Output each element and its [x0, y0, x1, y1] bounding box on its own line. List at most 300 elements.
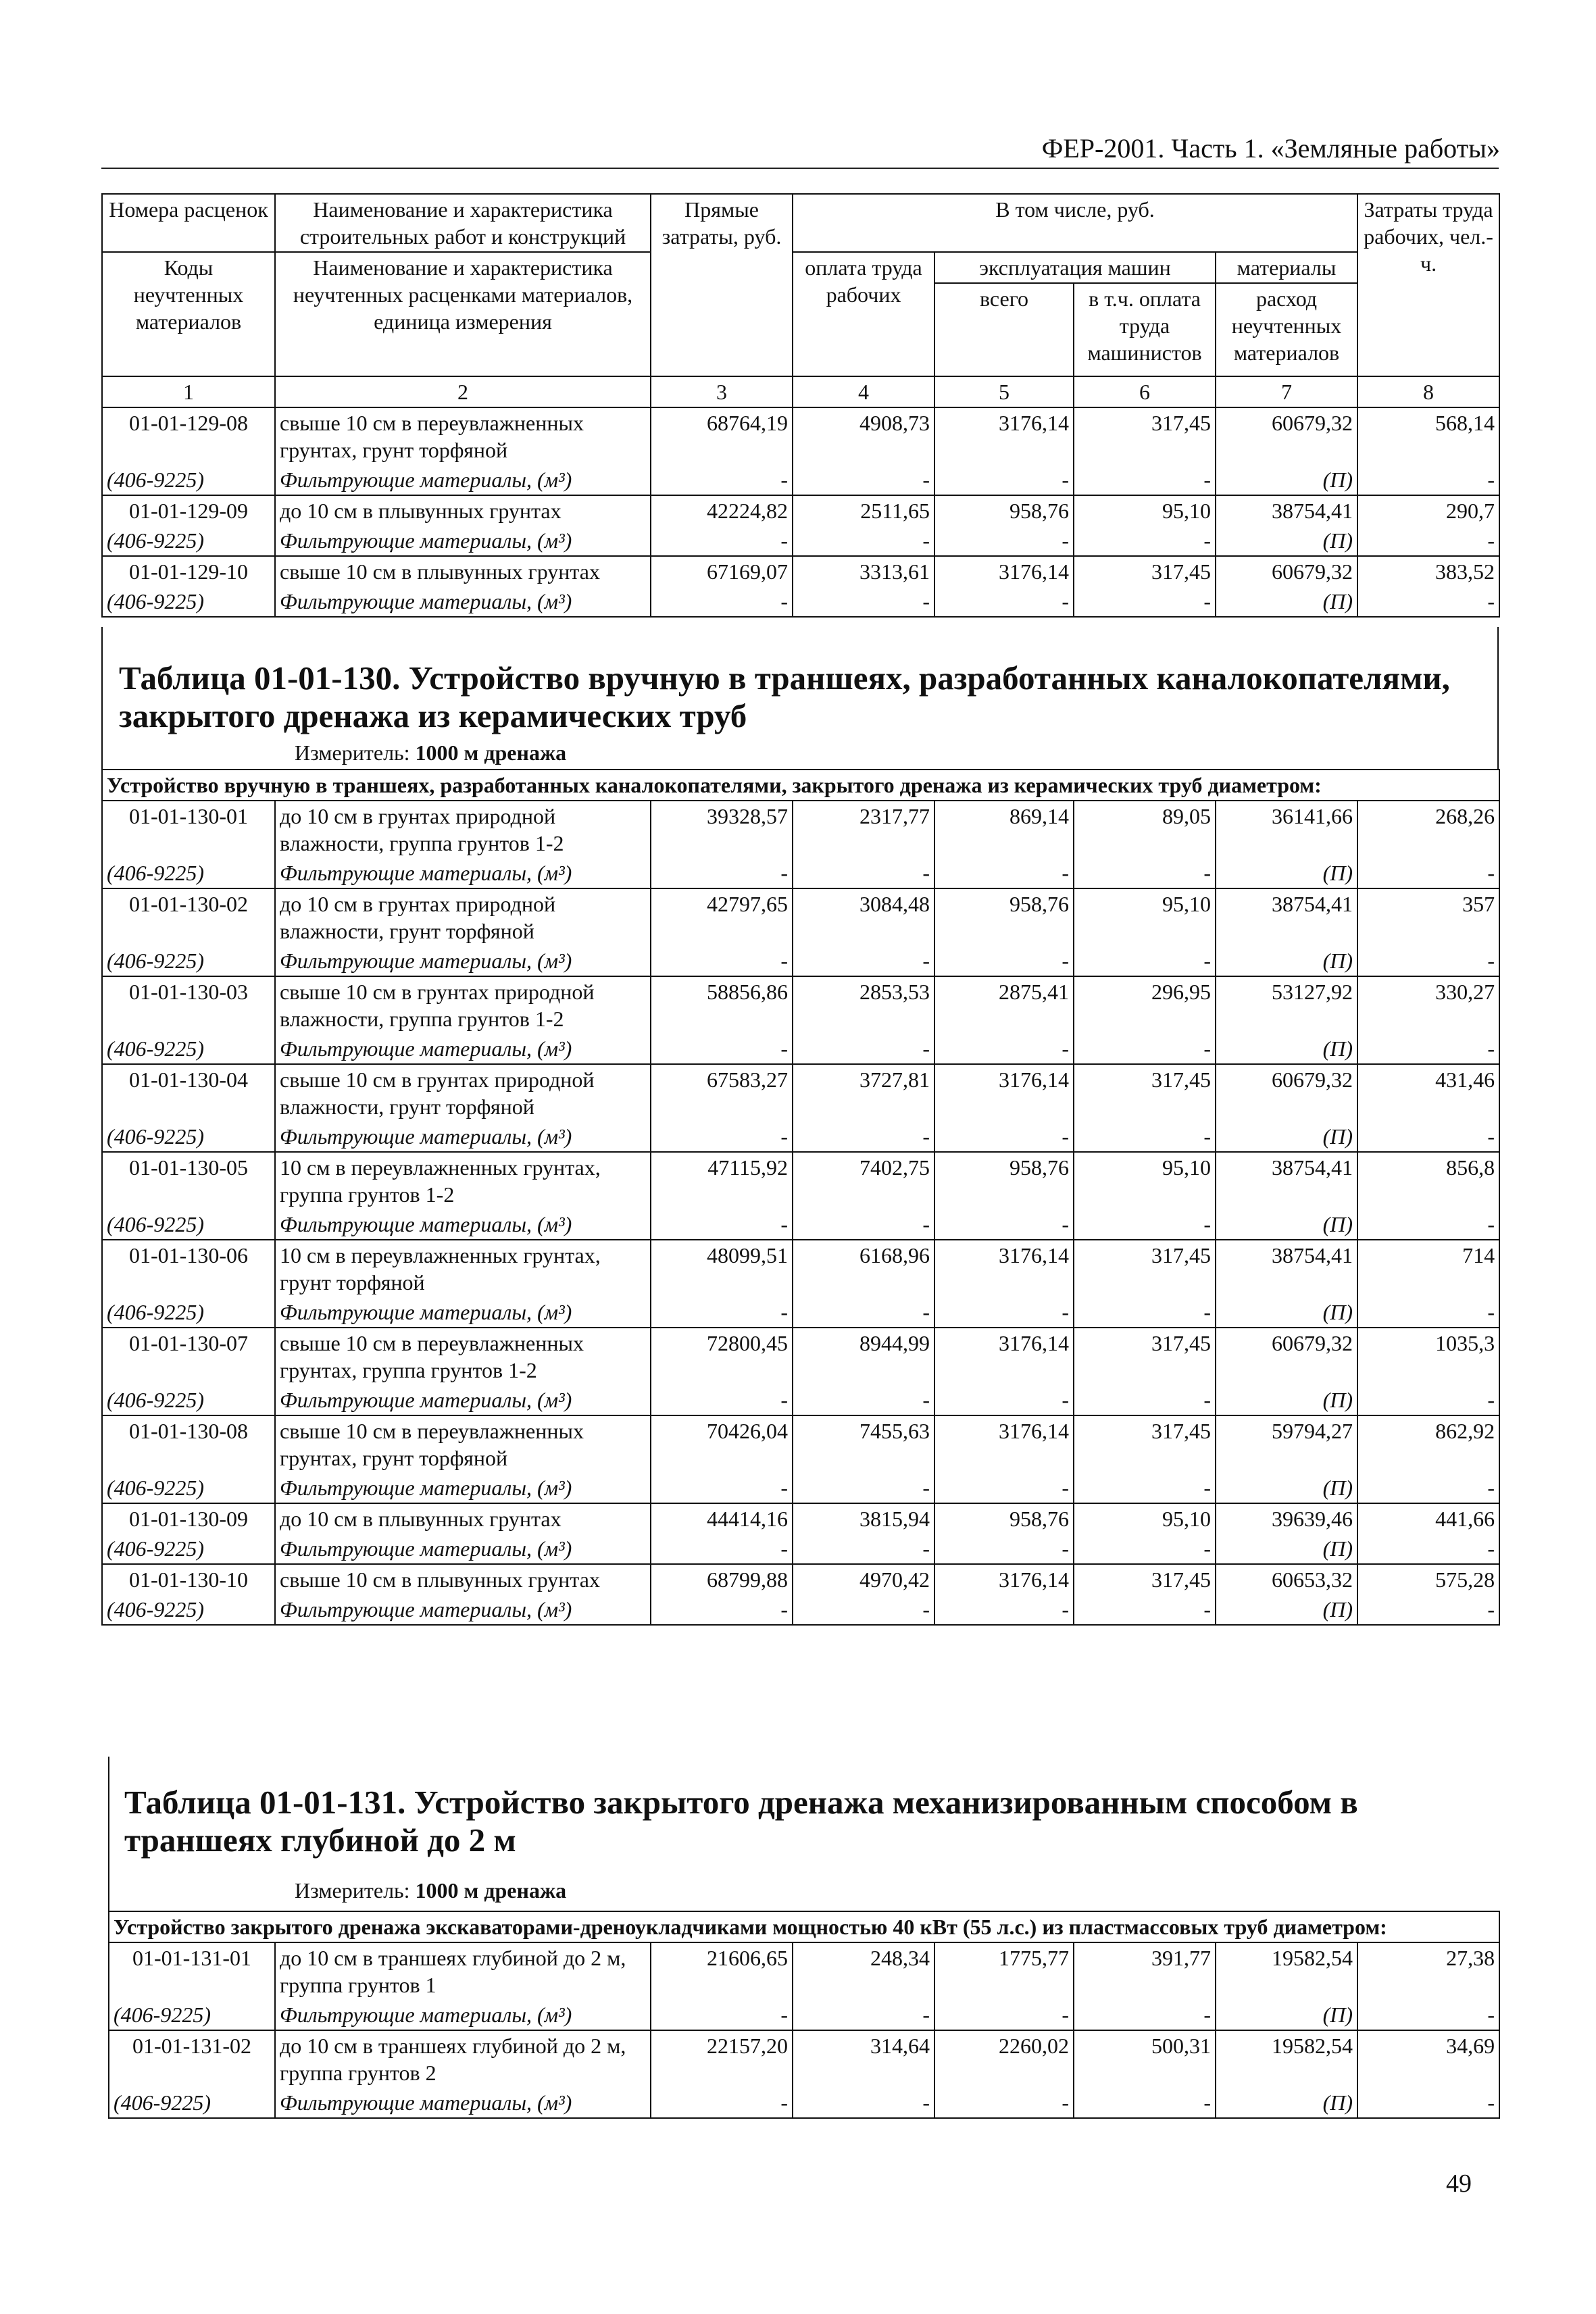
- machine-cost: 3176,14: [934, 1328, 1074, 1385]
- labor-pay: 7402,75: [793, 1152, 934, 1209]
- direct-cost: 22157,20: [651, 2030, 793, 2088]
- empty-dash: -: [1074, 1122, 1216, 1152]
- rate-row: [102, 976, 1499, 1034]
- material-usage: (П): [1216, 586, 1357, 617]
- direct-cost: 48099,51: [651, 1240, 793, 1297]
- empty-dash: -: [651, 946, 793, 976]
- page-header: ФЕР-2001. Часть 1. «Земляные работы»: [1041, 133, 1500, 164]
- machinist-pay: 317,45: [1074, 1240, 1216, 1297]
- rate-name: до 10 см в грунтах природной влажности, грунт торфяной: [275, 888, 651, 946]
- frame-line: [1497, 627, 1499, 769]
- empty-dash: -: [793, 1594, 934, 1625]
- material-usage: (П): [1216, 1385, 1357, 1415]
- material-code: (406-9225): [102, 1594, 275, 1625]
- labor-pay: 3727,81: [793, 1064, 934, 1122]
- material-name: Фильтрующие материалы, (м³): [275, 2088, 651, 2118]
- rate-name: свыше 10 см в грунтах природной влажности, группа грунтов 1-2: [275, 976, 651, 1034]
- material-row: [109, 2000, 1499, 2030]
- rate-row: [102, 1152, 1499, 1209]
- machine-cost: 3176,14: [934, 1564, 1074, 1594]
- direct-cost: 58856,86: [651, 976, 793, 1034]
- machine-cost: 869,14: [934, 801, 1074, 858]
- empty-dash: -: [1074, 1473, 1216, 1503]
- direct-cost: 67583,27: [651, 1064, 793, 1122]
- machine-cost: 958,76: [934, 1503, 1074, 1534]
- col-header-codes-top: Номера расценок: [102, 194, 275, 252]
- col-header-pay: оплата труда рабочих: [793, 252, 934, 376]
- materials-cost: 38754,41: [1216, 1240, 1357, 1297]
- machinist-pay: 500,31: [1074, 2030, 1216, 2088]
- empty-dash: -: [934, 2000, 1074, 2030]
- rate-name: до 10 см в траншеях глубиной до 2 м, группа грунтов 1: [275, 1942, 651, 2000]
- labor-pay: 3815,94: [793, 1503, 934, 1534]
- empty-dash: -: [1074, 526, 1216, 556]
- empty-dash: -: [651, 526, 793, 556]
- labor-hours: 431,46: [1357, 1064, 1499, 1122]
- material-name: Фильтрующие материалы, (м³): [275, 465, 651, 495]
- rate-code: 01-01-130-01: [102, 801, 275, 858]
- material-usage: (П): [1216, 1297, 1357, 1328]
- labor-hours: 862,92: [1357, 1415, 1499, 1473]
- header-rule: [101, 168, 1499, 169]
- materials-cost: 38754,41: [1216, 888, 1357, 946]
- empty-dash: -: [934, 1385, 1074, 1415]
- machinist-pay: 317,45: [1074, 407, 1216, 465]
- material-row: [102, 586, 1499, 617]
- labor-pay: 3313,61: [793, 556, 934, 586]
- material-code: (406-9225): [102, 858, 275, 888]
- machine-cost: 958,76: [934, 495, 1074, 526]
- empty-dash: -: [793, 946, 934, 976]
- empty-dash: -: [1074, 1209, 1216, 1240]
- direct-cost: 42797,65: [651, 888, 793, 946]
- material-code: (406-9225): [102, 1034, 275, 1064]
- material-usage: (П): [1216, 1122, 1357, 1152]
- material-usage: (П): [1216, 1209, 1357, 1240]
- empty-dash: -: [1357, 1534, 1499, 1564]
- machine-cost: 1775,77: [934, 1942, 1074, 2000]
- empty-dash: -: [1357, 1385, 1499, 1415]
- rate-row: [109, 1942, 1499, 2000]
- col-header-materials: материалы: [1216, 252, 1357, 283]
- rate-name: свыше 10 см в плывунных грунтах: [275, 1564, 651, 1594]
- material-code: (406-9225): [102, 586, 275, 617]
- empty-dash: -: [934, 1034, 1074, 1064]
- labor-hours: 34,69: [1357, 2030, 1499, 2088]
- empty-dash: -: [651, 1034, 793, 1064]
- direct-cost: 44414,16: [651, 1503, 793, 1534]
- col-header-mach-total: всего: [934, 283, 1074, 376]
- column-number: 7: [1216, 376, 1357, 407]
- frame-line: [108, 1757, 109, 1911]
- rate-name: 10 см в переувлажненных грунтах, грунт торфяной: [275, 1240, 651, 1297]
- rate-name: до 10 см в плывунных грунтах: [275, 1503, 651, 1534]
- material-name: Фильтрующие материалы, (м³): [275, 526, 651, 556]
- empty-dash: -: [934, 1122, 1074, 1152]
- material-code: (406-9225): [102, 1209, 275, 1240]
- column-number: 5: [934, 376, 1074, 407]
- empty-dash: -: [1074, 1534, 1216, 1564]
- empty-dash: -: [793, 858, 934, 888]
- labor-pay: 2317,77: [793, 801, 934, 858]
- machinist-pay: 95,10: [1074, 1152, 1216, 1209]
- empty-dash: -: [793, 465, 934, 495]
- machinist-pay: 95,10: [1074, 1503, 1216, 1534]
- empty-dash: -: [1074, 2000, 1216, 2030]
- empty-dash: -: [1357, 1122, 1499, 1152]
- empty-dash: -: [1074, 858, 1216, 888]
- material-row: [102, 1534, 1499, 1564]
- material-name: Фильтрующие материалы, (м³): [275, 586, 651, 617]
- machine-cost: 958,76: [934, 888, 1074, 946]
- rate-name: свыше 10 см в плывунных грунтах: [275, 556, 651, 586]
- material-code: (406-9225): [102, 1297, 275, 1328]
- rate-code: 01-01-130-02: [102, 888, 275, 946]
- col-header-direct: Прямые затраты, руб.: [651, 194, 793, 376]
- materials-cost: 38754,41: [1216, 495, 1357, 526]
- empty-dash: -: [934, 1209, 1074, 1240]
- materials-cost: 19582,54: [1216, 2030, 1357, 2088]
- labor-hours: 357: [1357, 888, 1499, 946]
- empty-dash: -: [934, 1473, 1074, 1503]
- direct-cost: 47115,92: [651, 1152, 793, 1209]
- empty-dash: -: [934, 1534, 1074, 1564]
- empty-dash: -: [651, 586, 793, 617]
- rate-name: свыше 10 см в переувлажненных грунтах, грунт торфяной: [275, 1415, 651, 1473]
- machine-cost: 3176,14: [934, 556, 1074, 586]
- empty-dash: -: [651, 1594, 793, 1625]
- materials-cost: 60679,32: [1216, 407, 1357, 465]
- material-name: Фильтрующие материалы, (м³): [275, 1209, 651, 1240]
- material-usage: (П): [1216, 858, 1357, 888]
- empty-dash: -: [1357, 1297, 1499, 1328]
- empty-dash: -: [1074, 1385, 1216, 1415]
- rate-code: 01-01-130-04: [102, 1064, 275, 1122]
- material-usage: (П): [1216, 465, 1357, 495]
- page-number: 49: [1446, 2169, 1472, 2198]
- empty-dash: -: [1357, 526, 1499, 556]
- materials-cost: 19582,54: [1216, 1942, 1357, 2000]
- material-code: (406-9225): [102, 1122, 275, 1152]
- labor-hours: 575,28: [1357, 1564, 1499, 1594]
- rate-code: 01-01-129-09: [102, 495, 275, 526]
- labor-hours: 568,14: [1357, 407, 1499, 465]
- rate-name: до 10 см в грунтах природной влажности, группа грунтов 1-2: [275, 801, 651, 858]
- empty-dash: -: [1357, 465, 1499, 495]
- machine-cost: 3176,14: [934, 407, 1074, 465]
- materials-cost: 60679,32: [1216, 1328, 1357, 1385]
- empty-dash: -: [651, 1122, 793, 1152]
- empty-dash: -: [1357, 1473, 1499, 1503]
- material-usage: (П): [1216, 1034, 1357, 1064]
- machinist-pay: 317,45: [1074, 1564, 1216, 1594]
- material-row: [102, 1473, 1499, 1503]
- table-131-measure: Измеритель: 1000 м дренажа: [295, 1878, 567, 1903]
- frame-line: [101, 627, 103, 769]
- empty-dash: -: [651, 2000, 793, 2030]
- empty-dash: -: [1357, 2000, 1499, 2030]
- labor-pay: 2853,53: [793, 976, 934, 1034]
- material-row: [102, 1594, 1499, 1625]
- col-header-including: В том числе, руб.: [793, 194, 1357, 252]
- empty-dash: -: [934, 858, 1074, 888]
- machine-cost: 3176,14: [934, 1415, 1074, 1473]
- labor-hours: 856,8: [1357, 1152, 1499, 1209]
- table-130-title-line1: [119, 659, 1497, 735]
- material-name: Фильтрующие материалы, (м³): [275, 1594, 651, 1625]
- direct-cost: 72800,45: [651, 1328, 793, 1385]
- col-header-name-bottom: Наименование и характеристика неучтенных расценками материалов, единица измерения: [275, 252, 651, 376]
- empty-dash: -: [793, 1034, 934, 1064]
- rate-code: 01-01-129-08: [102, 407, 275, 465]
- machinist-pay: 317,45: [1074, 556, 1216, 586]
- empty-dash: -: [1357, 946, 1499, 976]
- labor-hours: 383,52: [1357, 556, 1499, 586]
- table-131-title-line1: [124, 1784, 1408, 1859]
- materials-cost: 60679,32: [1216, 556, 1357, 586]
- rate-row: [102, 801, 1499, 858]
- labor-pay: 4908,73: [793, 407, 934, 465]
- material-name: Фильтрующие материалы, (м³): [275, 1034, 651, 1064]
- rate-row: [102, 407, 1499, 465]
- rate-row: [102, 1328, 1499, 1385]
- labor-pay: 8944,99: [793, 1328, 934, 1385]
- labor-pay: 314,64: [793, 2030, 934, 2088]
- empty-dash: -: [934, 1297, 1074, 1328]
- machine-cost: 958,76: [934, 1152, 1074, 1209]
- column-number: 8: [1357, 376, 1499, 407]
- material-usage: (П): [1216, 1534, 1357, 1564]
- empty-dash: -: [793, 1122, 934, 1152]
- col-header-machines: эксплуатация машин: [934, 252, 1216, 283]
- material-name: Фильтрующие материалы, (м³): [275, 1385, 651, 1415]
- column-number: 3: [651, 376, 793, 407]
- rates-table-130: [101, 769, 1500, 1626]
- material-usage: (П): [1216, 1473, 1357, 1503]
- material-row: [102, 1209, 1499, 1240]
- labor-hours: 330,27: [1357, 976, 1499, 1034]
- empty-dash: -: [651, 1534, 793, 1564]
- material-usage: (П): [1216, 2000, 1357, 2030]
- rate-name: 10 см в переувлажненных грунтах, группа грунтов 1-2: [275, 1152, 651, 1209]
- col-header-mat-usage: расход неучтенных материалов: [1216, 283, 1357, 376]
- machinist-pay: 317,45: [1074, 1328, 1216, 1385]
- empty-dash: -: [651, 1297, 793, 1328]
- empty-dash: -: [793, 2000, 934, 2030]
- empty-dash: -: [1357, 1594, 1499, 1625]
- machinist-pay: 89,05: [1074, 801, 1216, 858]
- rate-name: свыше 10 см в грунтах природной влажности, грунт торфяной: [275, 1064, 651, 1122]
- labor-hours: 268,26: [1357, 801, 1499, 858]
- machine-cost: 3176,14: [934, 1240, 1074, 1297]
- empty-dash: -: [1074, 1297, 1216, 1328]
- column-number: 2: [275, 376, 651, 407]
- column-numbers-row: [102, 376, 1499, 407]
- direct-cost: 39328,57: [651, 801, 793, 858]
- rates-table-131: [108, 1911, 1500, 2119]
- rate-code: 01-01-131-02: [109, 2030, 275, 2088]
- direct-cost: 21606,65: [651, 1942, 793, 2000]
- empty-dash: -: [793, 1385, 934, 1415]
- materials-cost: 60653,32: [1216, 1564, 1357, 1594]
- material-usage: (П): [1216, 2088, 1357, 2118]
- materials-cost: 39639,46: [1216, 1503, 1357, 1534]
- empty-dash: -: [1357, 2088, 1499, 2118]
- empty-dash: -: [1357, 1209, 1499, 1240]
- machinist-pay: 317,45: [1074, 1415, 1216, 1473]
- material-code: (406-9225): [102, 1534, 275, 1564]
- rate-code: 01-01-130-09: [102, 1503, 275, 1534]
- empty-dash: -: [934, 586, 1074, 617]
- material-usage: (П): [1216, 1594, 1357, 1625]
- material-name: Фильтрующие материалы, (м³): [275, 1122, 651, 1152]
- rate-row: [102, 1064, 1499, 1122]
- empty-dash: -: [1074, 1034, 1216, 1064]
- material-row: [102, 1385, 1499, 1415]
- column-number: 4: [793, 376, 934, 407]
- material-row: [102, 1034, 1499, 1064]
- materials-cost: 53127,92: [1216, 976, 1357, 1034]
- empty-dash: -: [793, 1534, 934, 1564]
- materials-cost: 38754,41: [1216, 1152, 1357, 1209]
- empty-dash: -: [1357, 586, 1499, 617]
- labor-pay: 7455,63: [793, 1415, 934, 1473]
- material-code: (406-9225): [102, 1473, 275, 1503]
- empty-dash: -: [1074, 586, 1216, 617]
- material-name: Фильтрующие материалы, (м³): [275, 2000, 651, 2030]
- empty-dash: -: [793, 526, 934, 556]
- empty-dash: -: [1074, 465, 1216, 495]
- col-header-name-top: Наименование и характеристика строительных работ и конструкций: [275, 194, 651, 252]
- material-code: (406-9225): [102, 526, 275, 556]
- machinist-pay: 95,10: [1074, 888, 1216, 946]
- material-row: [102, 1122, 1499, 1152]
- column-number: 1: [102, 376, 275, 407]
- table-130-measure: Измеритель: 1000 м дренажа: [295, 740, 567, 765]
- empty-dash: -: [651, 1473, 793, 1503]
- empty-dash: -: [934, 526, 1074, 556]
- empty-dash: -: [934, 465, 1074, 495]
- direct-cost: 42224,82: [651, 495, 793, 526]
- labor-pay: 2511,65: [793, 495, 934, 526]
- materials-cost: 60679,32: [1216, 1064, 1357, 1122]
- empty-dash: -: [793, 586, 934, 617]
- column-number: 6: [1074, 376, 1216, 407]
- rate-row: [102, 1503, 1499, 1534]
- col-header-mach-pay: в т.ч. оплата труда машинистов: [1074, 283, 1216, 376]
- empty-dash: -: [793, 1473, 934, 1503]
- empty-dash: -: [1074, 946, 1216, 976]
- machine-cost: 3176,14: [934, 1064, 1074, 1122]
- empty-dash: -: [651, 2088, 793, 2118]
- direct-cost: 70426,04: [651, 1415, 793, 1473]
- material-name: Фильтрующие материалы, (м³): [275, 1297, 651, 1328]
- rate-code: 01-01-131-01: [109, 1942, 275, 2000]
- direct-cost: 68799,88: [651, 1564, 793, 1594]
- material-code: (406-9225): [102, 465, 275, 495]
- rates-table-129: [101, 193, 1500, 618]
- rate-row: [109, 2030, 1499, 2088]
- labor-pay: 4970,42: [793, 1564, 934, 1594]
- rate-code: 01-01-129-10: [102, 556, 275, 586]
- machinist-pay: 317,45: [1074, 1064, 1216, 1122]
- table-131-group-header: Устройство закрытого дренажа экскаваторами-дреноукладчиками мощностью 40 кВт (55 л.с.) из пластмассовых труб диаметром:: [109, 1911, 1499, 1942]
- table-131-title: Таблица 01-01-131. Устройство закрытого дренажа механизированным способом в траншеях глубиной до 2 м: [124, 1784, 1358, 1859]
- rate-row: [102, 888, 1499, 946]
- machinist-pay: 296,95: [1074, 976, 1216, 1034]
- material-usage: (П): [1216, 526, 1357, 556]
- empty-dash: -: [651, 858, 793, 888]
- material-row: [102, 946, 1499, 976]
- rate-name: свыше 10 см в переувлажненных грунтах, грунт торфяной: [275, 407, 651, 465]
- rate-name: до 10 см в плывунных грунтах: [275, 495, 651, 526]
- material-row: [102, 858, 1499, 888]
- rate-code: 01-01-130-06: [102, 1240, 275, 1297]
- material-name: Фильтрующие материалы, (м³): [275, 946, 651, 976]
- rate-row: [102, 495, 1499, 526]
- material-name: Фильтрующие материалы, (м³): [275, 1534, 651, 1564]
- machinist-pay: 95,10: [1074, 495, 1216, 526]
- labor-hours: 441,66: [1357, 1503, 1499, 1534]
- machine-cost: 2260,02: [934, 2030, 1074, 2088]
- labor-hours: 27,38: [1357, 1942, 1499, 2000]
- col-header-labor: Затраты труда рабочих, чел.-ч.: [1357, 194, 1499, 376]
- empty-dash: -: [1357, 1034, 1499, 1064]
- table-130-title: Таблица 01-01-130. Устройство вручную в траншеях, разработанных каналокопателями, закрытого дренажа из керамических труб: [119, 659, 1450, 734]
- empty-dash: -: [793, 1209, 934, 1240]
- rate-row: [102, 556, 1499, 586]
- material-code: (406-9225): [102, 946, 275, 976]
- empty-dash: -: [934, 1594, 1074, 1625]
- empty-dash: -: [651, 465, 793, 495]
- empty-dash: -: [934, 2088, 1074, 2118]
- labor-hours: 290,7: [1357, 495, 1499, 526]
- empty-dash: -: [651, 1385, 793, 1415]
- empty-dash: -: [934, 946, 1074, 976]
- rate-code: 01-01-130-03: [102, 976, 275, 1034]
- table-130-group-header: Устройство вручную в траншеях, разработанных каналокопателями, закрытого дренажа из керамических труб диаметром:: [102, 770, 1499, 801]
- col-header-codes-bottom: Коды неучтенных материалов: [102, 252, 275, 376]
- empty-dash: -: [1074, 2088, 1216, 2118]
- empty-dash: -: [651, 1209, 793, 1240]
- rate-row: [102, 1415, 1499, 1473]
- rate-code: 01-01-130-05: [102, 1152, 275, 1209]
- direct-cost: 67169,07: [651, 556, 793, 586]
- labor-pay: 3084,48: [793, 888, 934, 946]
- direct-cost: 68764,19: [651, 407, 793, 465]
- material-row: [109, 2088, 1499, 2118]
- materials-cost: 36141,66: [1216, 801, 1357, 858]
- rate-name: свыше 10 см в переувлажненных грунтах, группа грунтов 1-2: [275, 1328, 651, 1385]
- material-name: Фильтрующие материалы, (м³): [275, 1473, 651, 1503]
- rate-code: 01-01-130-08: [102, 1415, 275, 1473]
- material-code: (406-9225): [102, 1385, 275, 1415]
- material-code: (406-9225): [109, 2088, 275, 2118]
- rate-name: до 10 см в траншеях глубиной до 2 м, группа грунтов 2: [275, 2030, 651, 2088]
- machine-cost: 2875,41: [934, 976, 1074, 1034]
- rate-row: [102, 1564, 1499, 1594]
- labor-pay: 248,34: [793, 1942, 934, 2000]
- rate-row: [102, 1240, 1499, 1297]
- material-name: Фильтрующие материалы, (м³): [275, 858, 651, 888]
- material-row: [102, 526, 1499, 556]
- material-usage: (П): [1216, 946, 1357, 976]
- rate-code: 01-01-130-07: [102, 1328, 275, 1385]
- material-row: [102, 465, 1499, 495]
- materials-cost: 59794,27: [1216, 1415, 1357, 1473]
- machinist-pay: 391,77: [1074, 1942, 1216, 2000]
- empty-dash: -: [793, 1297, 934, 1328]
